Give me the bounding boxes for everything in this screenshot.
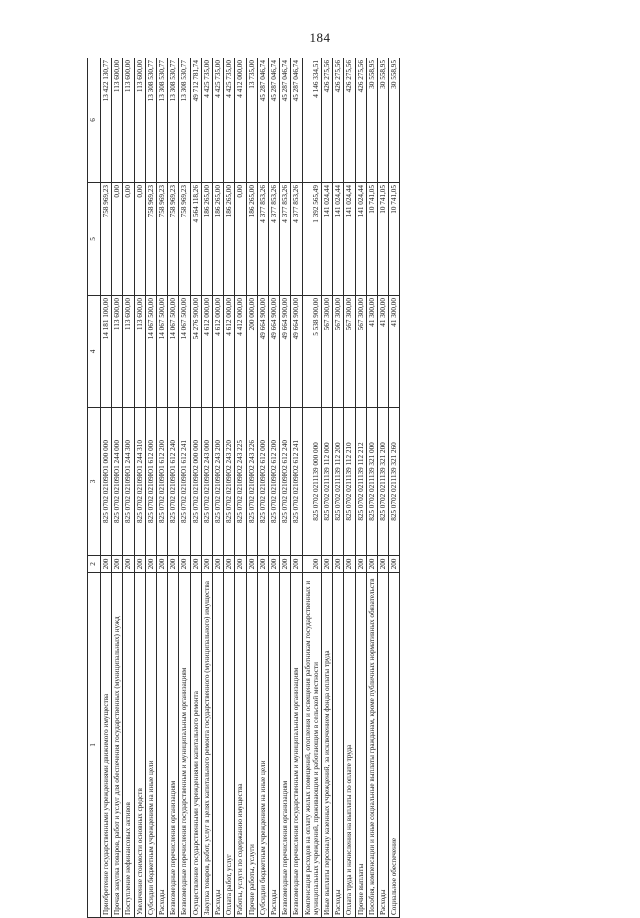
row-name-cell: Субсидии бюджетным учреждениям на иные цели [257,573,268,918]
row-code-cell: 825 0702 02109Ю1 244 310 [134,408,145,556]
row-approved-cell: 4 612 000,00 [213,296,224,408]
row-approved-cell: 49 664 900,00 [257,296,268,408]
row-code-cell: 825 0702 0211139 321 000 [366,408,377,556]
row-name-cell: Оплата труда и начисления на выплаты по оплате труда [344,573,355,918]
row-executed-cell: 758 969,23 [101,183,112,296]
row-code-cell: 825 0702 02109Ю2 612 240 [280,408,291,556]
row-name-cell: Прочие работы, услуги [246,573,257,918]
row-name-cell: Безвозмездные перечисления государственным и муниципальным организациям [291,573,302,918]
row-approved-cell: 14 067 500,00 [145,296,156,408]
column-header: 4 [88,296,101,408]
row-remaining-cell: 426 275,56 [355,58,366,183]
row-kind-cell: 200 [179,556,190,573]
row-code-cell: 825 0702 02109Ю2 612 200 [269,408,280,556]
row-kind-cell: 200 [145,556,156,573]
row-approved-cell: 49 664 900,00 [269,296,280,408]
row-approved-cell: 567 300,00 [344,296,355,408]
row-executed-cell: 0,00 [134,183,145,296]
row-approved-cell: 113 600,00 [112,296,123,408]
row-approved-cell: 567 300,00 [322,296,333,408]
row-kind-cell: 200 [112,556,123,573]
table-row [179,58,190,918]
row-executed-cell: 758 969,23 [157,183,168,296]
row-executed-cell: 10 741,05 [366,183,377,296]
table-header-row [88,58,101,918]
row-executed-cell: 141 024,44 [355,183,366,296]
row-executed-cell: 758 969,23 [168,183,179,296]
row-kind-cell: 200 [257,556,268,573]
row-code-cell: 825 0702 02109Ю1 612 241 [179,408,190,556]
row-approved-cell: 567 300,00 [355,296,366,408]
row-name-cell: Расходы [333,573,344,918]
table-row [322,58,333,918]
row-name-cell: Приобретение государственными учреждениями движимого имущества [101,573,112,918]
row-executed-cell: 141 024,44 [322,183,333,296]
row-code-cell: 825 0702 02109Ю1 244 300 [123,408,134,556]
table-row [257,58,268,918]
row-remaining-cell: 113 600,00 [123,58,134,183]
row-code-cell: 825 0702 0211139 321 260 [389,408,400,556]
row-code-cell: 825 0702 0211139 000 000 [302,408,321,556]
row-kind-cell: 200 [213,556,224,573]
row-code-cell: 825 0702 0211139 321 200 [378,408,389,556]
row-kind-cell: 200 [190,556,201,573]
table-row [246,58,257,918]
row-name-cell: Увеличение стоимости основных средств [134,573,145,918]
row-code-cell: 825 0702 0211139 112 210 [344,408,355,556]
row-executed-cell: 186 265,00 [246,183,257,296]
row-kind-cell: 200 [134,556,145,573]
row-name-cell: Расходы [378,573,389,918]
row-approved-cell: 49 664 900,00 [291,296,302,408]
row-remaining-cell: 45 287 046,74 [257,58,268,183]
table-row [366,58,377,918]
row-code-cell: 825 0702 0211139 112 200 [333,408,344,556]
row-name-cell: Иные выплаты персоналу казенных учреждений, за исключением фонда оплаты труда [322,573,333,918]
row-executed-cell: 758 969,23 [145,183,156,296]
row-name-cell: Расходы [213,573,224,918]
row-approved-cell: 41 300,00 [389,296,400,408]
row-name-cell: Субсидии бюджетным учреждениям на иные цели [145,573,156,918]
rotated-table-container [87,58,592,918]
row-approved-cell: 14 067 500,00 [179,296,190,408]
row-kind-cell: 200 [168,556,179,573]
column-header: 6 [88,58,101,183]
row-executed-cell: 141 024,44 [344,183,355,296]
row-kind-cell: 200 [224,556,235,573]
row-code-cell: 825 0702 02109Ю2 612 241 [291,408,302,556]
row-name-cell: Расходы [157,573,168,918]
row-kind-cell: 200 [333,556,344,573]
row-remaining-cell: 4 412 000,00 [235,58,246,183]
row-name-cell: Безвозмездные перечисления организациям [168,573,179,918]
row-name-cell: Работы, услуги по содержанию имущества [235,573,246,918]
table-row [344,58,355,918]
table-row [280,58,291,918]
row-executed-cell: 1 392 565,49 [302,183,321,296]
row-kind-cell: 200 [389,556,400,573]
row-approved-cell: 113 600,00 [134,296,145,408]
column-header: 1 [88,573,101,918]
table-row [168,58,179,918]
row-executed-cell: 186 265,00 [201,183,212,296]
row-code-cell: 825 0702 02109Ю2 243 220 [224,408,235,556]
row-name-cell: Прочая закупка товаров, работ и услуг для обеспечения государственных (муниципальных) нужд [112,573,123,918]
row-name-cell: Закупка товаров, работ, услуг в целях капитального ремонта государственного (муниципального) имущества [201,573,212,918]
row-kind-cell: 200 [235,556,246,573]
row-code-cell: 825 0702 02109Ю2 243 200 [213,408,224,556]
row-remaining-cell: 13 308 530,77 [157,58,168,183]
row-approved-cell: 4 612 000,00 [201,296,212,408]
column-header: 2 [88,556,101,573]
budget-table-frame [87,58,592,918]
row-remaining-cell: 30 558,95 [366,58,377,183]
row-name-cell: Расходы [269,573,280,918]
row-kind-cell: 200 [123,556,134,573]
row-executed-cell: 0,00 [112,183,123,296]
row-executed-cell: 758 969,23 [179,183,190,296]
table-row [157,58,168,918]
row-executed-cell: 4 377 853,26 [280,183,291,296]
row-remaining-cell: 45 287 046,74 [269,58,280,183]
row-code-cell: 825 0702 02109Ю1 612 000 [145,408,156,556]
row-executed-cell: 10 741,05 [389,183,400,296]
table-row [333,58,344,918]
row-kind-cell: 200 [269,556,280,573]
table-row [201,58,212,918]
table-row [378,58,389,918]
row-code-cell: 825 0702 02109Ю2 243 226 [246,408,257,556]
column-header: 5 [88,183,101,296]
row-name-cell: Поступление нефинансовых активов [123,573,134,918]
row-name-cell: Социальное обеспечение [389,573,400,918]
table-row [123,58,134,918]
row-remaining-cell: 13 308 530,77 [179,58,190,183]
row-name-cell: Пособия, компенсации и иные социальные выплаты гражданам, кроме публичных нормативных обязательств [366,573,377,918]
table-row [101,58,112,918]
row-approved-cell: 14 067 500,00 [157,296,168,408]
table-row [190,58,201,918]
row-name-cell: Безвозмездные перечисления государственным и муниципальным организациям [179,573,190,918]
row-remaining-cell: 45 287 046,74 [291,58,302,183]
row-remaining-cell: 426 275,56 [322,58,333,183]
row-kind-cell: 200 [322,556,333,573]
row-approved-cell: 113 600,00 [123,296,134,408]
row-executed-cell: 4 377 853,26 [291,183,302,296]
page-number: 184 [309,30,331,45]
row-approved-cell: 4 612 000,00 [224,296,235,408]
row-name-cell: Прочие выплаты [355,573,366,918]
row-name-cell: Оплата работ, услуг [224,573,235,918]
row-kind-cell: 200 [157,556,168,573]
table-body [101,58,400,918]
row-executed-cell: 10 741,05 [378,183,389,296]
row-executed-cell: 4 564 118,26 [190,183,201,296]
row-kind-cell: 200 [366,556,377,573]
row-approved-cell: 49 664 900,00 [280,296,291,408]
row-approved-cell: 41 300,00 [378,296,389,408]
row-remaining-cell: 4 425 735,00 [213,58,224,183]
column-header: 3 [88,408,101,556]
row-remaining-cell: 49 712 781,74 [190,58,201,183]
row-executed-cell: 0,00 [123,183,134,296]
row-remaining-cell: 13 308 530,77 [168,58,179,183]
table-row [355,58,366,918]
table-row [291,58,302,918]
row-kind-cell: 200 [101,556,112,573]
row-remaining-cell: 30 558,95 [389,58,400,183]
row-code-cell: 825 0702 02109Ю1 612 200 [157,408,168,556]
row-approved-cell: 54 276 900,00 [190,296,201,408]
table-row [213,58,224,918]
row-kind-cell: 200 [201,556,212,573]
row-kind-cell: 200 [280,556,291,573]
row-code-cell: 825 0702 02109Ю1 000 000 [101,408,112,556]
row-name-cell: Осуществление государственными учреждениями капитального ремонта [190,573,201,918]
row-code-cell: 825 0702 0211139 112 000 [322,408,333,556]
row-approved-cell: 5 538 900,00 [302,296,321,408]
row-kind-cell: 200 [344,556,355,573]
row-kind-cell: 200 [302,556,321,573]
row-remaining-cell: 13 735,00 [246,58,257,183]
row-approved-cell: 14 181 100,00 [101,296,112,408]
row-kind-cell: 200 [291,556,302,573]
table-row [134,58,145,918]
row-executed-cell: 186 265,00 [224,183,235,296]
row-approved-cell: 41 300,00 [366,296,377,408]
table-row [224,58,235,918]
row-approved-cell: 567 300,00 [333,296,344,408]
row-remaining-cell: 113 600,00 [112,58,123,183]
row-remaining-cell: 113 600,00 [134,58,145,183]
row-remaining-cell: 426 275,56 [333,58,344,183]
row-kind-cell: 200 [246,556,257,573]
row-code-cell: 825 0702 02109Ю1 612 240 [168,408,179,556]
row-code-cell: 825 0702 0211139 112 212 [355,408,366,556]
row-remaining-cell: 4 146 334,51 [302,58,321,183]
row-approved-cell: 4 412 000,00 [235,296,246,408]
row-remaining-cell: 45 287 046,74 [280,58,291,183]
row-approved-cell: 14 067 500,00 [168,296,179,408]
table-row [269,58,280,918]
row-remaining-cell: 4 425 735,00 [201,58,212,183]
table-row [145,58,156,918]
row-code-cell: 825 0702 02109Ю2 243 000 [201,408,212,556]
row-executed-cell: 141 024,44 [333,183,344,296]
row-code-cell: 825 0702 02109Ю1 244 000 [112,408,123,556]
row-kind-cell: 200 [355,556,366,573]
row-remaining-cell: 13 308 530,77 [145,58,156,183]
row-approved-cell: 200 000,00 [246,296,257,408]
row-remaining-cell: 4 425 735,00 [224,58,235,183]
row-remaining-cell: 30 558,95 [378,58,389,183]
row-remaining-cell: 13 422 130,77 [101,58,112,183]
row-code-cell: 825 0702 02109Ю2 243 225 [235,408,246,556]
row-name-cell: Компенсация расходов на оплату жилых помещений, отопления и освещения работникам государственных и муниципальных учреждений, проживающим и работающим в сельской местности [302,573,321,918]
row-kind-cell: 200 [378,556,389,573]
table-row [235,58,246,918]
row-executed-cell: 4 377 853,26 [269,183,280,296]
row-remaining-cell: 426 275,56 [344,58,355,183]
row-code-cell: 825 0702 02109Ю2 000 000 [190,408,201,556]
row-executed-cell: 0,00 [235,183,246,296]
row-executed-cell: 4 377 853,26 [257,183,268,296]
table-row [112,58,123,918]
row-name-cell: Безвозмездные перечисления организациям [280,573,291,918]
table-row [389,58,400,918]
table-row [302,58,321,918]
budget-execution-table [87,58,400,918]
row-code-cell: 825 0702 02109Ю2 612 000 [257,408,268,556]
row-executed-cell: 186 265,00 [213,183,224,296]
